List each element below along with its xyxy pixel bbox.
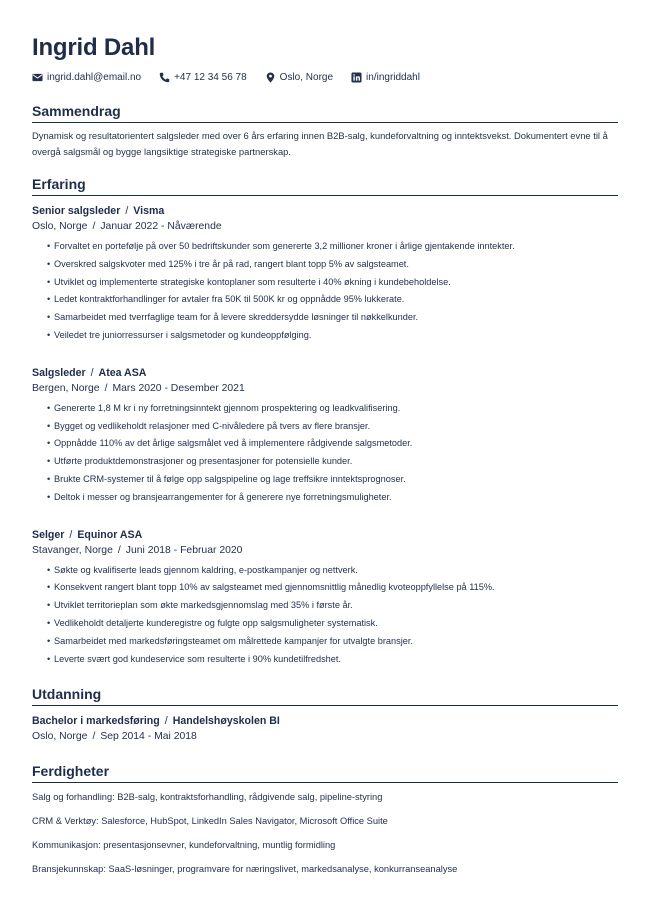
phone-icon [159, 72, 170, 83]
linkedin-icon [351, 72, 362, 83]
skill-item: Salg og forhandling: B2B-salg, kontraktsforhandling, rådgivende salg, pipeline-styring [32, 792, 383, 803]
separator: / [117, 544, 121, 556]
job-entry [32, 203, 618, 345]
education-section [32, 686, 618, 745]
contact-linkedin[interactable] [351, 72, 420, 83]
job-title-line [32, 527, 618, 543]
contact-bar [32, 72, 618, 83]
bullet-item: • Leverte svært god kundeservice som resulterte i 90% kundetilfredshet. [48, 651, 618, 669]
skill-item: Bransjekunnskap: SaaS-løsninger, programvare for næringslivet, markedsanalyse, konkurranseanalyse [32, 864, 458, 875]
skills-list [32, 785, 618, 881]
job-entry [32, 365, 618, 507]
education-entry [32, 713, 618, 745]
job-company: Atea ASA [98, 366, 147, 379]
contact-location [265, 72, 333, 83]
education-period: Sep 2014 - Mai 2018 [100, 731, 197, 743]
job-bullets [32, 562, 618, 669]
summary-heading: Sammendrag [32, 103, 618, 123]
job-company: Equinor ASA [77, 528, 143, 541]
summary-section [32, 103, 618, 160]
skill-item: Kommunikasjon: presentasjonsevner, kundeforvaltning, muntlig formidling [32, 840, 336, 851]
education-school: Handelshøyskolen BI [172, 715, 280, 728]
job-location: Bergen, Norge [32, 382, 100, 394]
separator: / [164, 715, 168, 728]
job-meta-line [32, 543, 618, 559]
education-title-line [32, 713, 618, 729]
job-role: Senior salgsleder [32, 205, 121, 217]
experience-section [32, 176, 618, 668]
job-title-line [32, 365, 618, 381]
bullet-item: • Samarbeidet med markedsføringsteamet om målrettede kampanjer for utvalgte bransjer. [48, 633, 618, 651]
skills-section [32, 763, 618, 881]
bullet-item: • Ledet kontraktforhandlinger for avtaler fra 50K til 500K kr og oppnådde 95% lukkerate. [48, 291, 618, 309]
contact-location-text: Oslo, Norge [279, 72, 334, 83]
job-company: Visma [133, 205, 165, 217]
bullet-item: • Oppnådde 110% av det årlige salgsmålet ved å implementere rådgivende salgsmetoder. [48, 435, 618, 453]
candidate-name: Ingrid Dahl [32, 34, 156, 61]
job-entry [32, 527, 618, 669]
education-meta-line [32, 729, 618, 745]
job-title-line [32, 203, 618, 219]
bullet-item: • Deltok i messer og bransjearrangementer for å generere nye forretningsmuligheter. [48, 489, 618, 507]
bullet-item: • Samarbeidet med tverrfaglige team for å levere skreddersydde løsninger til nøkkelkunder. [48, 309, 618, 327]
separator: / [92, 221, 96, 232]
bullet-item: • Søkte og kvalifiserte leads gjennom kaldring, e-postkampanjer og nettverk. [48, 562, 618, 580]
job-period: Juni 2018 - Februar 2020 [125, 544, 243, 556]
bullet-item: • Konsekvent rangert blant topp 10% av salgsteamet med gjennomsnittlig månedlig kvoteoppfyllelse på 115%. [48, 579, 618, 597]
job-bullets [32, 400, 618, 507]
job-meta-line [32, 381, 618, 397]
education-heading: Utdanning [32, 686, 618, 706]
bullet-item: • Brukte CRM-systemer til å følge opp salgspipeline og lage treffsikre inntektsprognoser. [48, 471, 618, 489]
bullet-item: • Overskred salgskvoter med 125% i tre år på rad, rangert blant topp 5% av salgsteamet. [48, 256, 618, 274]
separator: / [125, 205, 129, 217]
summary-text: Dynamisk og resultatorientert salgsleder med over 6 års erfaring innen B2B-salg, kundeforvaltning og inntektsvekst. Dokumentert evne til å overgå salgsmål og bygge langsiktige strategiske partnerskap. [32, 130, 608, 157]
education-degree: Bachelor i markedsføring [32, 715, 160, 728]
job-bullets [32, 238, 618, 345]
job-period: Januar 2022 - Nåværende [100, 221, 222, 232]
separator: / [90, 366, 94, 379]
job-location: Oslo, Norge [32, 221, 88, 232]
bullet-item: • Utviklet territorieplan som økte markedsgjennomslag med 35% i første år. [48, 597, 618, 615]
bullet-item: • Forvaltet en portefølje på over 50 bedriftskunder som genererte 3,2 millioner kroner i årlige gjentakende inntekter. [48, 238, 618, 256]
bullet-item: • Bygget og vedlikeholdt relasjoner med C-nivåledere på tvers av flere bransjer. [48, 418, 618, 436]
contact-email[interactable] [32, 72, 141, 83]
experience-heading: Erfaring [32, 176, 618, 196]
job-period: Mars 2020 - Desember 2021 [112, 382, 245, 394]
contact-phone[interactable] [159, 72, 247, 83]
bullet-item: • Vedlikeholdt detaljerte kunderegistre og fulgte opp salgsmuligheter systematisk. [48, 615, 618, 633]
location-icon [265, 72, 276, 83]
skill-item: CRM & Verktøy: Salesforce, HubSpot, LinkedIn Sales Navigator, Microsoft Office Suite [32, 816, 388, 827]
contact-phone-text: +47 12 34 56 78 [174, 72, 247, 83]
contact-linkedin-text: in/ingriddahl [366, 72, 420, 83]
separator: / [104, 382, 108, 394]
separator: / [69, 528, 73, 541]
bullet-item: • Veiledet tre juniorressurser i salgsmetoder og kundeoppfølging. [48, 327, 618, 345]
education-location: Oslo, Norge [32, 731, 88, 743]
email-icon [32, 72, 43, 83]
job-role: Selger [32, 528, 65, 541]
bullet-item: • Utviklet og implementerte strategiske kontoplaner som resulterte i 40% økning i kundebeholdelse. [48, 274, 618, 292]
contact-email-text: ingrid.dahl@email.no [47, 72, 142, 83]
skills-heading: Ferdigheter [32, 763, 618, 783]
job-role: Salgsleder [32, 366, 86, 379]
job-meta-line [32, 219, 618, 235]
bullet-item: • Genererte 1,8 M kr i ny forretningsinntekt gjennom prospektering og leadkvalifisering. [48, 400, 618, 418]
job-location: Stavanger, Norge [32, 544, 113, 556]
bullet-item: • Utførte produktdemonstrasjoner og presentasjoner for potensielle kunder. [48, 453, 618, 471]
separator: / [92, 731, 96, 743]
